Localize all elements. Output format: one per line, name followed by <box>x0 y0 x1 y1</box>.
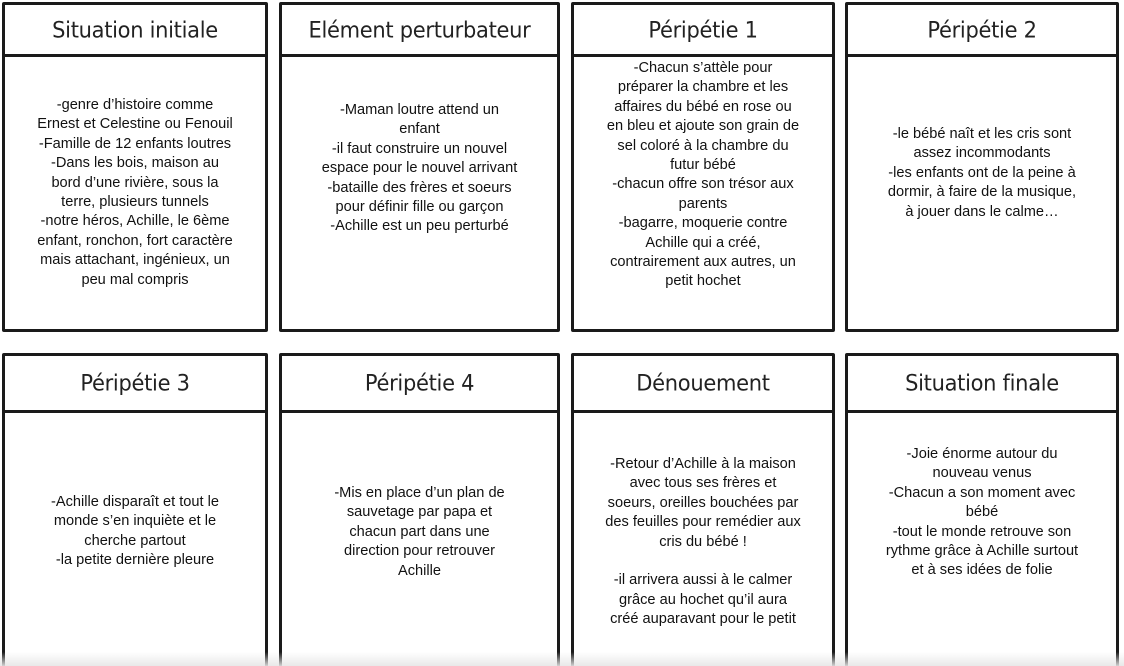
card-title: Péripétie 1 <box>648 16 758 43</box>
card-header <box>574 356 832 413</box>
card-body <box>848 413 1116 666</box>
text-line: nouveau venus <box>932 465 1032 482</box>
text-line: rythme grâce à Achille surtout <box>885 543 1079 560</box>
text-line: avec tous ses frères et <box>629 475 777 492</box>
text-line: bébé <box>965 504 999 521</box>
text-line: -il arrivera aussi à le calmer <box>613 572 793 589</box>
text-line: -Joie énorme autour du <box>906 446 1058 462</box>
text-line: monde s’en inquiète et le <box>53 513 217 530</box>
text-line: -Achille disparaît et tout le <box>51 494 219 510</box>
card-text <box>37 96 233 290</box>
text-line: -le bébé naît et les cris sont <box>892 126 1072 142</box>
text-line: -Dans les bois, maison au <box>51 155 219 172</box>
text-line: contrairement aux autres, un <box>610 254 796 271</box>
card-element-perturbateur <box>279 2 560 332</box>
card-header <box>5 5 265 57</box>
text-line: direction pour retrouver <box>344 543 495 560</box>
text-line: enfant, ronchon, fort caractère <box>37 232 233 249</box>
card-title: Situation initiale <box>52 16 218 43</box>
card-title: Péripétie 3 <box>80 370 190 396</box>
text-line: -Retour d’Achille à la maison <box>610 456 796 472</box>
card-body <box>5 413 265 666</box>
card-text <box>334 484 504 581</box>
text-line: cherche partout <box>84 532 186 549</box>
text-line: -notre héros, Achille, le 6ème <box>40 213 230 230</box>
text-line: -tout le monde retrouve son <box>892 523 1072 540</box>
card-header <box>848 5 1116 57</box>
text-line: -Famille de 12 enfants loutres <box>38 135 232 152</box>
card-title: Situation finale <box>905 370 1059 396</box>
text-line: -Achille est un peu perturbé <box>330 218 509 235</box>
card-text <box>607 59 799 292</box>
text-line: -chacun offre son trésor aux <box>612 176 794 193</box>
card-text <box>888 125 1076 222</box>
text-line: -il faut construire un nouvel <box>331 140 508 157</box>
text-line: et à ses idées de folie <box>911 562 1053 579</box>
text-line: mais attachant, ingénieux, un <box>40 252 230 269</box>
text-line: -les enfants ont de la peine à <box>888 164 1076 181</box>
text-line: -bagarre, moquerie contre <box>618 215 788 232</box>
text-line: -Maman loutre attend un <box>339 102 499 118</box>
card-denouement <box>571 353 835 666</box>
text-line: créé auparavant pour le petit <box>610 611 796 628</box>
card-body <box>574 57 832 329</box>
card-peripetie-3 <box>2 353 268 666</box>
text-line: -genre d’histoire comme <box>56 96 214 113</box>
card-text <box>886 445 1078 581</box>
blank-line <box>605 552 801 571</box>
card-peripetie-1 <box>571 2 835 332</box>
text-line: futur bébé <box>670 157 736 174</box>
text-line: espace pour le nouvel arrivant <box>321 160 518 177</box>
text-line: Ernest et Celestine ou Fenouil <box>37 116 233 133</box>
text-line: affaires du bébé en rose ou <box>614 98 792 115</box>
card-situation-finale <box>845 353 1119 666</box>
text-line: sauvetage par papa et <box>346 504 493 521</box>
card-text <box>322 101 518 237</box>
text-line: assez incommodants <box>913 145 1051 162</box>
card-text <box>605 455 801 630</box>
card-situation-initiale <box>2 2 268 332</box>
text-line: enfant <box>399 121 440 138</box>
card-body <box>574 413 832 666</box>
text-line: Achille <box>398 562 441 579</box>
text-line: en bleu et ajoute son grain de <box>606 118 800 135</box>
card-peripetie-4 <box>279 353 560 666</box>
card-header <box>282 356 557 413</box>
card-body <box>282 413 557 666</box>
card-text <box>51 493 219 571</box>
card-header <box>848 356 1116 413</box>
text-line: bord d’une rivière, sous la <box>51 174 219 191</box>
text-line: à jouer dans le calme… <box>905 203 1059 220</box>
text-line: parents <box>678 195 728 212</box>
text-line: -Mis en place d’un plan de <box>334 485 505 501</box>
card-body <box>282 57 557 329</box>
text-line: -Chacun a son moment avec <box>888 484 1076 501</box>
text-line: -Chacun s’attèle pour <box>633 60 773 76</box>
text-line: terre, plusieurs tunnels <box>61 194 209 210</box>
card-body <box>848 57 1116 329</box>
card-title: Dénouement <box>636 370 770 396</box>
text-line: dormir, à faire de la musique, <box>887 184 1077 201</box>
text-line: chacun part dans une <box>349 523 490 540</box>
card-header <box>574 5 832 57</box>
text-line: cris du bébé ! <box>659 533 747 550</box>
card-title: Elément perturbateur <box>308 16 531 43</box>
text-line: des feuilles pour remédier aux <box>605 514 801 531</box>
card-peripetie-2 <box>845 2 1119 332</box>
card-header <box>282 5 557 57</box>
text-line: sel coloré à la chambre du <box>617 137 789 154</box>
card-header <box>5 356 265 413</box>
card-title: Péripétie 4 <box>364 370 475 396</box>
text-line: -bataille des frères et soeurs <box>327 179 512 196</box>
text-line: petit hochet <box>665 273 741 290</box>
text-line: préparer la chambre et les <box>617 79 789 96</box>
card-title: Péripétie 2 <box>927 16 1037 43</box>
card-body <box>5 57 265 329</box>
text-line: -la petite dernière pleure <box>55 552 215 569</box>
text-line: soeurs, oreilles bouchées par <box>607 494 799 511</box>
text-line: peu mal compris <box>81 271 189 288</box>
text-line: pour définir fille ou garçon <box>335 199 504 216</box>
text-line: grâce au hochet qu’il aura <box>619 591 787 608</box>
text-line: Achille qui a créé, <box>645 234 761 251</box>
